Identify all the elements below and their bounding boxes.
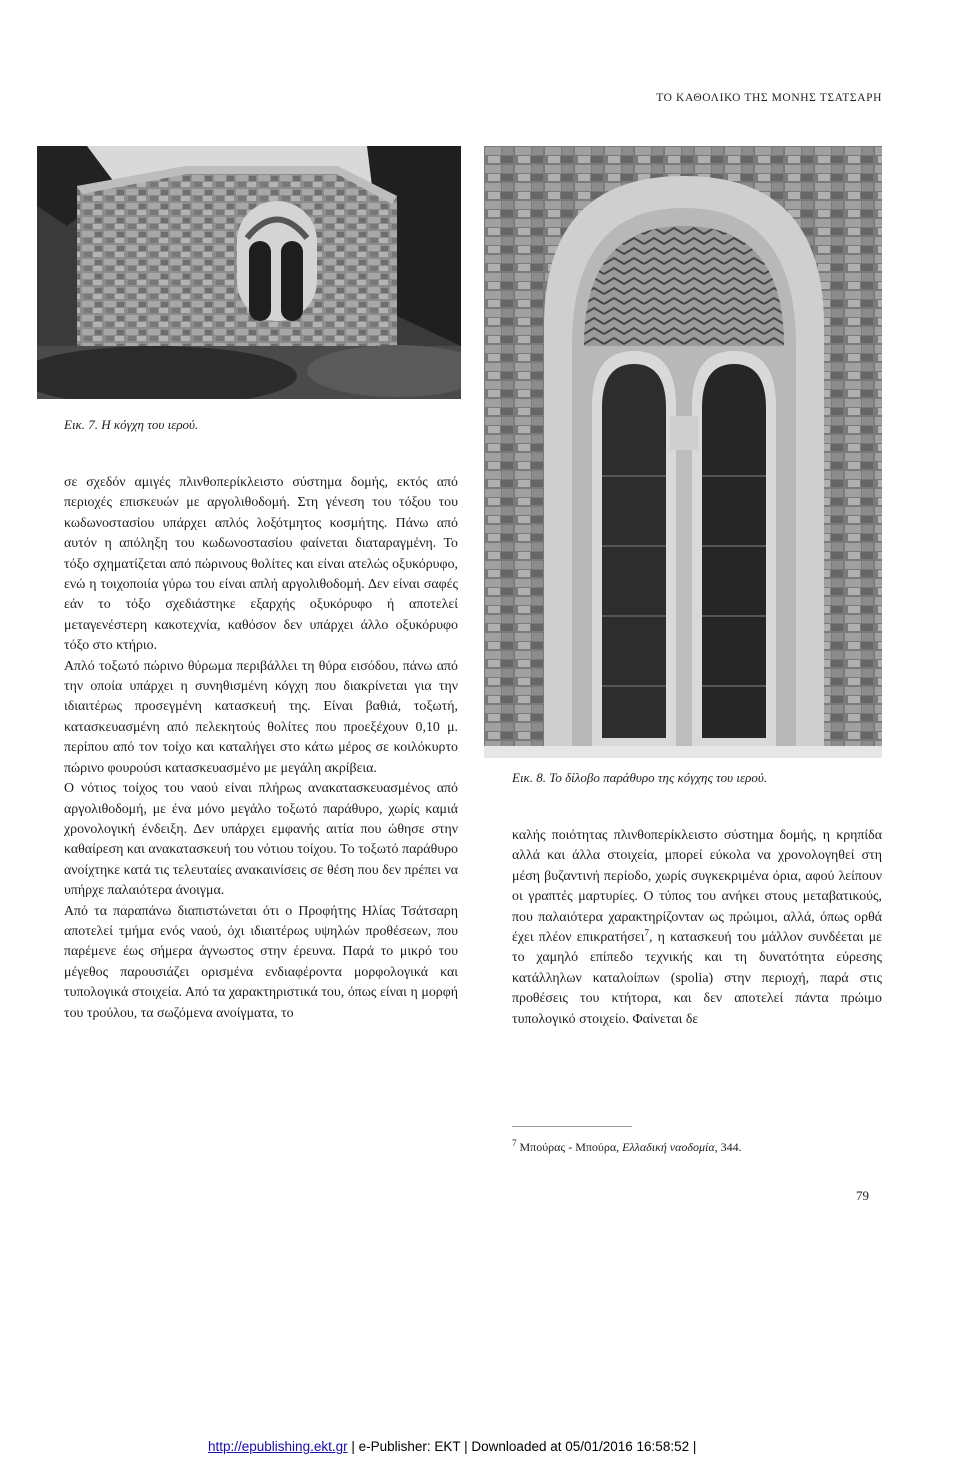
footnote-title: Ελλαδική ναοδομία <box>622 1140 715 1154</box>
paragraph-text: , η κατασκευή του μάλλον συνδέεται με το χαμηλό επίπεδο τεχνικής και τη δυνατότητα εύρεσης κατάλληλων καταλοίπων (spolia) στην περιοχή, παρά στις προθέσεις του κτήτορα, και δεν αποτελεί πάντα πρώιμο τυπολογικό στοιχείο. Φαίνεται δε <box>512 930 882 1027</box>
page-number: 79 <box>856 1188 869 1203</box>
footnote-number: 7 <box>512 1138 517 1148</box>
paragraph <box>512 826 882 1030</box>
paragraph-text: καλής ποιότητας πλινθοπερίκλειστο σύστημα δομής, η κρηπίδα αλλά και άλλα στοιχεία, μπορεί εύκολα να χρονολογηθεί στη μέση βυζαντινή περίοδο, χωρίς συγκεκριμένα όρια, αφού λείπουν οι γραπτές μαρτυρίες. Ο τύπος του ανήκει στους μεταβατικούς, που παλαιότερα χαρακτηρίζονταν ως πρώιμοι, αλλά, όπως ορθά έχει πλέον επικρατήσει <box>512 828 882 946</box>
source-link[interactable]: http://epublishing.ekt.gr <box>208 1439 348 1454</box>
footnote-rule <box>512 1126 632 1127</box>
figure-8-photo <box>484 146 882 758</box>
paragraph: Από τα παραπάνω διαπιστώνεται ότι ο Προφήτης Ηλίας Τσάτσαρη αποτελεί τμήμα ενός ναού, όχι ιδιαιτέρως υψηλών προθέσεων, που παρέμενε έως σήμερα άγνωστος στην έρευνα. Παρά το μικρό του μέγεθος παρουσιάζει ορισμένα ενδιαφέροντα μορφολογικά και τυπολογικά στοιχεία. Από τα χαρακτηριστικά του, όπως είναι η μορφή του τρούλου, τα σωζόμενα ανοίγματα, το <box>64 903 458 1021</box>
source-info: | e-Publisher: EKT | Downloaded at 05/01/2016 16:58:52 | <box>347 1439 697 1454</box>
footnote-authors: Μπούρας - Μπούρα, <box>519 1140 620 1154</box>
footnote-reference: 7 <box>644 927 649 938</box>
running-head: ΤΟ ΚΑΘΟΛΙΚΟ ΤΗΣ ΜΟΝΗΣ ΤΣΑΤΣΑΡΗ <box>656 92 882 104</box>
footnote-pages: , 344. <box>714 1140 742 1154</box>
paragraph: Απλό τοξωτό πώρινο θύρωμα περιβάλλει τη θύρα εισόδου, πάνω από την οποία υπάρχει η συνηθισμένη κόγχη που διακρίνεται για την ιδιαιτέρως προσεγμένη κατασκευή της. Είναι βαθιά, τοξωτή, κατασκευασμένη από πελεκητούς θολίτες που προεξέχουν 0,10 μ. περίπου από τον τοίχο και καταλήγει στο κάτω μέρος σε κοιλόκυρτο πώρινο φουρούσι κατασκευασμένο με μεγάλη ακρίβεια. <box>64 658 458 776</box>
right-text-column <box>512 826 882 1030</box>
source-line <box>208 1439 696 1454</box>
figure-8-caption: Εικ. 8. Το δίλοβο παράθυρο της κόγχης του ιερού. <box>512 770 768 785</box>
footnote <box>512 1140 742 1155</box>
paragraph: Ο νότιος τοίχος του ναού είναι πλήρως ανακατασκευασμένος από αργολιθοδομή, με ένα μόνο μεγάλο τοξωτό παράθυρο, χωρίς καμιά χρονολογική ένδειξη. Δεν υπάρχει εμφανής αιτία που ώθησε στην καθαίρεση και ανακατασκευή του νότιου τοίχου. Το τοξωτό παράθυρο ανοίχτηκε κατά τις τελευταίες ανακαινίσεις σε θέση που δεν πρέπει να υπήρχε παλαιότερα άνοιγμα. <box>64 781 458 899</box>
left-text-column <box>64 473 458 1024</box>
paragraph: σε σχεδόν αμιγές πλινθοπερίκλειστο σύστημα δομής, εκτός από περιοχές επισκευών με αργολιθοδομή. Στη γένεση του τόξου του κωδωνοστασίου υπάρχει απλός λοξότμητος κοσμήτης. Πάνω από αυτόν η απόληξη του κωδωνοστασίου φαίνεται διαταραγμένη. Το τόξο σχηματίζεται από πώρινους θολίτες και είναι ατελώς οξυκόρυφο, ενώ η τοιχοποιία γύρω του είναι απλή αργολιθοδομή. Δεν είναι σαφές εάν το τόξο σχεδιάστηκε εξαρχής οξυκόρυφο ή αποτελεί μεταγενέστερη κακοτεχνία, καθόσον δεν υπάρχει άλλο οξυκόρυφο τόξο στο κτήριο. <box>64 475 458 654</box>
figure-7-photo <box>37 146 461 399</box>
figure-7-caption: Εικ. 7. Η κόγχη του ιερού. <box>64 417 199 432</box>
